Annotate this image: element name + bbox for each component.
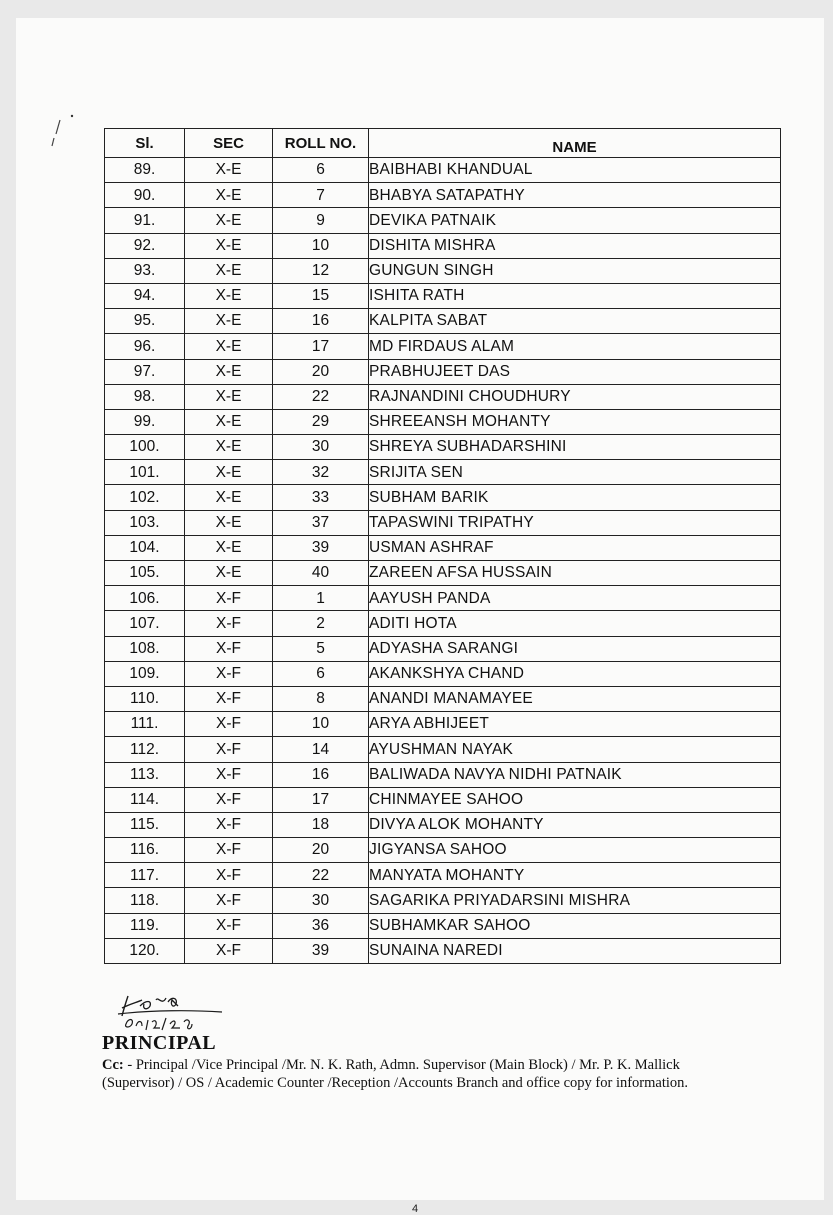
student-list-table	[104, 128, 781, 964]
header-sec: SEC	[185, 129, 273, 158]
row-sec: X-E	[185, 309, 273, 334]
row-name: ANANDI MANAMAYEE	[369, 686, 781, 711]
row-sec: X-F	[185, 913, 273, 938]
row-roll-no: 17	[273, 787, 369, 812]
row-sl: 111.	[105, 712, 185, 737]
table-row	[105, 409, 781, 434]
table-row	[105, 334, 781, 359]
row-sl: 108.	[105, 636, 185, 661]
row-sl: 119.	[105, 913, 185, 938]
row-name: MANYATA MOHANTY	[369, 863, 781, 888]
row-roll-no: 9	[273, 208, 369, 233]
table-row	[105, 435, 781, 460]
row-sl: 92.	[105, 233, 185, 258]
row-sl: 93.	[105, 258, 185, 283]
row-roll-no: 6	[273, 158, 369, 183]
row-sl: 103.	[105, 510, 185, 535]
row-sec: X-F	[185, 661, 273, 686]
row-name: ZAREEN AFSA HUSSAIN	[369, 561, 781, 586]
row-name: TAPASWINI TRIPATHY	[369, 510, 781, 535]
row-name: PRABHUJEET DAS	[369, 359, 781, 384]
row-sec: X-E	[185, 535, 273, 560]
row-sl: 101.	[105, 460, 185, 485]
row-sl: 112.	[105, 737, 185, 762]
row-sec: X-F	[185, 686, 273, 711]
row-name: SUBHAM BARIK	[369, 485, 781, 510]
row-name: BAIBHABI KHANDUAL	[369, 158, 781, 183]
row-sl: 106.	[105, 586, 185, 611]
row-name: SHREYA SUBHADARSHINI	[369, 435, 781, 460]
row-name: KALPITA SABAT	[369, 309, 781, 334]
header-sl: Sl.	[105, 129, 185, 158]
row-sec: X-F	[185, 812, 273, 837]
table-row	[105, 611, 781, 636]
table-row	[105, 309, 781, 334]
row-sec: X-E	[185, 158, 273, 183]
row-sec: X-E	[185, 384, 273, 409]
row-sec: X-F	[185, 636, 273, 661]
row-sl: 113.	[105, 762, 185, 787]
row-sec: X-F	[185, 737, 273, 762]
row-name: BHABYA SATAPATHY	[369, 183, 781, 208]
row-sl: 100.	[105, 435, 185, 460]
table-row	[105, 812, 781, 837]
row-sec: X-E	[185, 233, 273, 258]
table-row	[105, 913, 781, 938]
row-sl: 94.	[105, 283, 185, 308]
table-row	[105, 938, 781, 963]
row-roll-no: 29	[273, 409, 369, 434]
table-row	[105, 838, 781, 863]
row-roll-no: 22	[273, 863, 369, 888]
table-row	[105, 283, 781, 308]
row-sec: X-E	[185, 435, 273, 460]
row-roll-no: 36	[273, 913, 369, 938]
row-roll-no: 32	[273, 460, 369, 485]
table-row	[105, 359, 781, 384]
table-row	[105, 158, 781, 183]
row-sec: X-F	[185, 787, 273, 812]
row-roll-no: 6	[273, 661, 369, 686]
table-row	[105, 208, 781, 233]
row-roll-no: 15	[273, 283, 369, 308]
row-name: JIGYANSA SAHOO	[369, 838, 781, 863]
row-sl: 99.	[105, 409, 185, 434]
row-name: ADYASHA SARANGI	[369, 636, 781, 661]
row-name: GUNGUN SINGH	[369, 258, 781, 283]
row-sec: X-F	[185, 611, 273, 636]
row-roll-no: 7	[273, 183, 369, 208]
table-row	[105, 485, 781, 510]
cc-label: Cc:	[102, 1057, 124, 1073]
table-row	[105, 561, 781, 586]
table-row	[105, 762, 781, 787]
row-sec: X-F	[185, 586, 273, 611]
row-sec: X-E	[185, 359, 273, 384]
row-roll-no: 20	[273, 838, 369, 863]
cc-note	[102, 1056, 742, 1092]
row-name: BALIWADA NAVYA NIDHI PATNAIK	[369, 762, 781, 787]
row-sl: 102.	[105, 485, 185, 510]
row-sl: 104.	[105, 535, 185, 560]
cc-recipients-1: - Principal /Vice Principal /Mr. N. K. Rath, Admn. Supervisor (Main Block) / Mr. P. K. Mallick	[127, 1057, 680, 1073]
table-row	[105, 787, 781, 812]
row-roll-no: 40	[273, 561, 369, 586]
table-row	[105, 888, 781, 913]
table-row	[105, 258, 781, 283]
table-row	[105, 384, 781, 409]
row-name: AYUSHMAN NAYAK	[369, 737, 781, 762]
row-name: AAYUSH PANDA	[369, 586, 781, 611]
table-body	[105, 158, 781, 964]
row-sl: 116.	[105, 838, 185, 863]
row-name: DEVIKA PATNAIK	[369, 208, 781, 233]
row-name: SHREEANSH MOHANTY	[369, 409, 781, 434]
row-name: USMAN ASHRAF	[369, 535, 781, 560]
row-sl: 91.	[105, 208, 185, 233]
row-sec: X-E	[185, 183, 273, 208]
row-name: AKANKSHYA CHAND	[369, 661, 781, 686]
row-name: ISHITA RATH	[369, 283, 781, 308]
row-roll-no: 16	[273, 309, 369, 334]
principal-signature	[112, 988, 242, 1038]
row-roll-no: 30	[273, 888, 369, 913]
row-sec: X-E	[185, 334, 273, 359]
table-row	[105, 636, 781, 661]
row-sec: X-F	[185, 712, 273, 737]
row-roll-no: 5	[273, 636, 369, 661]
row-roll-no: 16	[273, 762, 369, 787]
table-row	[105, 686, 781, 711]
row-roll-no: 2	[273, 611, 369, 636]
scan-mark	[46, 114, 76, 154]
row-sec: X-F	[185, 863, 273, 888]
row-sec: X-F	[185, 888, 273, 913]
row-roll-no: 17	[273, 334, 369, 359]
cc-recipients-2: (Supervisor) / OS / Academic Counter /Reception /Accounts Branch and office copy for information.	[102, 1075, 689, 1091]
row-sl: 115.	[105, 812, 185, 837]
row-sl: 97.	[105, 359, 185, 384]
row-name: ADITI HOTA	[369, 611, 781, 636]
row-name: DISHITA MISHRA	[369, 233, 781, 258]
row-name: CHINMAYEE SAHOO	[369, 787, 781, 812]
table-row	[105, 712, 781, 737]
row-roll-no: 30	[273, 435, 369, 460]
row-sl: 98.	[105, 384, 185, 409]
row-sl: 95.	[105, 309, 185, 334]
row-roll-no: 8	[273, 686, 369, 711]
row-sec: X-E	[185, 258, 273, 283]
row-sec: X-E	[185, 409, 273, 434]
row-sec: X-F	[185, 838, 273, 863]
row-sec: X-E	[185, 460, 273, 485]
row-roll-no: 39	[273, 535, 369, 560]
table-header-row	[105, 129, 781, 158]
row-sec: X-F	[185, 938, 273, 963]
row-roll-no: 1	[273, 586, 369, 611]
row-roll-no: 37	[273, 510, 369, 535]
row-sl: 107.	[105, 611, 185, 636]
row-sl: 114.	[105, 787, 185, 812]
row-name: SUNAINA NAREDI	[369, 938, 781, 963]
row-roll-no: 12	[273, 258, 369, 283]
row-sl: 109.	[105, 661, 185, 686]
table-row	[105, 460, 781, 485]
row-sl: 120.	[105, 938, 185, 963]
table-row	[105, 586, 781, 611]
document-page	[16, 18, 824, 1215]
row-sec: X-E	[185, 561, 273, 586]
principal-title: PRINCIPAL	[102, 1032, 217, 1054]
row-sl: 118.	[105, 888, 185, 913]
row-roll-no: 14	[273, 737, 369, 762]
table-row	[105, 661, 781, 686]
row-roll-no: 10	[273, 233, 369, 258]
row-name: SRIJITA SEN	[369, 460, 781, 485]
table-row	[105, 183, 781, 208]
table-row	[105, 863, 781, 888]
page-number: 4	[412, 1203, 419, 1215]
row-name: RAJNANDINI CHOUDHURY	[369, 384, 781, 409]
row-roll-no: 33	[273, 485, 369, 510]
row-roll-no: 18	[273, 812, 369, 837]
row-name: SUBHAMKAR SAHOO	[369, 913, 781, 938]
row-roll-no: 39	[273, 938, 369, 963]
row-sec: X-E	[185, 208, 273, 233]
table-row	[105, 535, 781, 560]
table-row	[105, 510, 781, 535]
row-sec: X-E	[185, 485, 273, 510]
row-sl: 96.	[105, 334, 185, 359]
table-row	[105, 737, 781, 762]
row-roll-no: 22	[273, 384, 369, 409]
row-sl: 89.	[105, 158, 185, 183]
header-roll-no: ROLL NO.	[273, 129, 369, 158]
row-roll-no: 20	[273, 359, 369, 384]
row-name: ARYA ABHIJEET	[369, 712, 781, 737]
row-roll-no: 10	[273, 712, 369, 737]
cc-line-1	[102, 1056, 742, 1074]
row-sl: 105.	[105, 561, 185, 586]
row-name: SAGARIKA PRIYADARSINI MISHRA	[369, 888, 781, 913]
row-sec: X-E	[185, 283, 273, 308]
table-row	[105, 233, 781, 258]
row-name: MD FIRDAUS ALAM	[369, 334, 781, 359]
row-sec: X-E	[185, 510, 273, 535]
row-sl: 90.	[105, 183, 185, 208]
header-name: NAME	[369, 129, 781, 158]
row-sec: X-F	[185, 762, 273, 787]
row-sl: 117.	[105, 863, 185, 888]
row-name: DIVYA ALOK MOHANTY	[369, 812, 781, 837]
row-sl: 110.	[105, 686, 185, 711]
